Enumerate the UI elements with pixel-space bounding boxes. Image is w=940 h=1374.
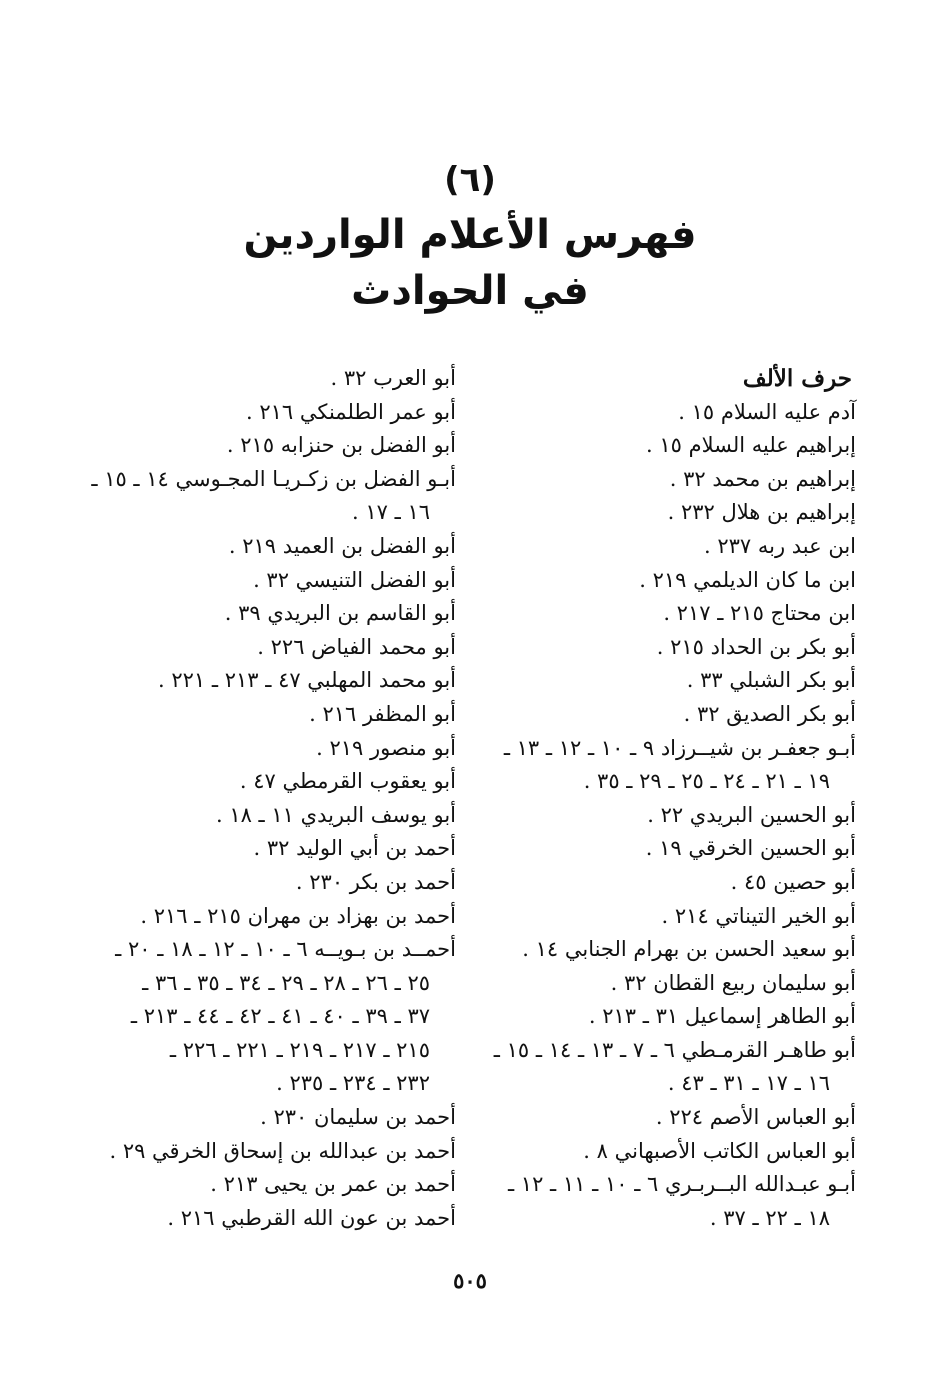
page-number: ٥٠٥	[453, 1268, 487, 1293]
page-subtitle: في الحوادث	[351, 268, 589, 314]
index-entry: أبو الحسين الخرقي ١٩ .	[645, 836, 856, 861]
index-entry: أبو سعيد الحسن بن بهرام الجنابي ١٤ .	[522, 937, 856, 962]
index-entry: أبو محمد الفياض ٢٢٦ .	[257, 634, 456, 659]
index-entry: أحمد بن سليمان ٢٣٠ .	[260, 1105, 456, 1130]
index-entry: أبو الحسين البريدي ٢٢ .	[647, 802, 856, 827]
index-entry: أبو العباس الأصم ٢٢٤ .	[655, 1105, 856, 1130]
index-entry: أبو العباس الكاتب الأصبهاني ٨ .	[583, 1138, 856, 1163]
letter-heading: حرف الألف	[742, 365, 852, 392]
index-entry: أبو حصين ٤٥ .	[730, 869, 856, 894]
index-entry: أبـو جعفـر بن شيــرزاد ٩ ـ ١٠ ـ ١٢ ـ ١٣ ـ	[503, 735, 856, 760]
index-entry: أبو الطاهر إسماعيل ٣١ ـ ٢١٣ .	[588, 1004, 856, 1029]
index-entry: أبـو عبـدالله البــربـري ٦ ـ ١٠ ـ ١١ ـ ١٢ ـ	[507, 1172, 856, 1197]
index-entry: إبراهيم بن محمد ٣٢ .	[669, 466, 856, 491]
index-entry: أبو الفضل بن حنزابه ٢١٥ .	[226, 433, 456, 458]
page-title: فهرس الأعلام الواردين	[243, 212, 697, 258]
index-entry: ابن عبد ربه ٢٣٧ .	[703, 533, 856, 558]
index-entry: أحمد بن عبدالله بن إسحاق الخرقي ٢٩ .	[109, 1138, 456, 1163]
index-entry: أبو بكر بن الحداد ٢١٥ .	[656, 634, 856, 659]
index-entry: أبو الفضل التنيسي ٣٢ .	[253, 567, 456, 592]
index-entry: أبو الفضل بن العميد ٢١٩ .	[228, 533, 456, 558]
index-entry-continuation: ١٦ ـ ١٧ ـ ٣١ ـ ٤٣ .	[667, 1071, 830, 1096]
index-entry-continuation: ١٨ ـ ٢٢ ـ ٣٧ .	[709, 1205, 830, 1230]
section-number: (٦)	[444, 160, 496, 200]
index-entry: أبـو الفضل بن زكـريـا المجـوسي ١٤ ـ ١٥ ـ	[91, 466, 456, 491]
index-entry: أحمد بن عمر بن يحيى ٢١٣ .	[210, 1172, 456, 1197]
index-column-right	[493, 362, 856, 1235]
index-entry: أحمد بن بهزاد بن مهران ٢١٥ ـ ٢١٦ .	[140, 903, 456, 928]
index-entry: أبو محمد المهلبي ٤٧ ـ ٢١٣ ـ ٢٢١ .	[157, 668, 456, 693]
index-entry: أحمــد بن بـويــه ٦ ـ ١٠ ـ ١٢ ـ ١٨ ـ ٢٠ ـ	[115, 937, 456, 962]
index-entry: ابن ما كان الديلمي ٢١٩ .	[639, 567, 856, 592]
index-entry: أبو بكر الصديق ٣٢ .	[683, 701, 856, 726]
index-entry-continuation: ٣٧ ـ ٣٩ ـ ٤٠ ـ ٤١ ـ ٤٢ ـ ٤٤ ـ ٢١٣ ـ	[130, 1004, 430, 1029]
index-entry: أبو يوسف البريدي ١١ ـ ١٨ .	[215, 802, 456, 827]
index-entry: أحمد بن أبي الوليد ٣٢ .	[253, 836, 456, 861]
index-column-left	[91, 362, 456, 1235]
index-entry: أبو سليمان ربيع القطان ٣٢ .	[610, 970, 856, 995]
index-entry: أبو بكر الشبلي ٣٣ .	[686, 668, 856, 693]
index-entry: أحمد بن عون الله القرطبي ٢١٦ .	[167, 1205, 456, 1230]
index-entry-continuation: ١٦ ـ ١٧ .	[352, 500, 430, 525]
index-entry: أبو الخير التيناتي ٢١٤ .	[661, 903, 856, 928]
index-entry-continuation: ٢٥ ـ ٢٦ ـ ٢٨ ـ ٢٩ ـ ٣٤ ـ ٣٥ ـ ٣٦ ـ	[142, 970, 430, 995]
index-entry-continuation: ٢٣٢ ـ ٢٣٤ ـ ٢٣٥ .	[276, 1071, 430, 1096]
index-entry: أبو المظفر ٢١٦ .	[309, 701, 456, 726]
index-entry: إبراهيم عليه السلام ١٥ .	[645, 433, 856, 458]
index-entry: أبو العرب ٣٢ .	[330, 366, 456, 390]
index-entry-continuation: ٢١٥ ـ ٢١٧ ـ ٢١٩ ـ ٢٢١ ـ ٢٢٦ ـ	[169, 1037, 430, 1062]
index-entry: إبراهيم بن هلال ٢٣٢ .	[667, 500, 856, 525]
index-entry: أبو طاهـر القرمـطي ٦ ـ ٧ ـ ١٣ ـ ١٤ ـ ١٥ ـ	[493, 1037, 856, 1062]
index-entry: ابن محتاج ٢١٥ ـ ٢١٧ .	[663, 601, 856, 626]
index-entry: أبو القاسم بن البريدي ٣٩ .	[224, 601, 456, 626]
index-entry: أبو منصور ٢١٩ .	[316, 735, 456, 760]
index-entry: أبو عمر الطلمنكي ٢١٦ .	[245, 399, 456, 424]
index-entry: آدم عليه السلام ١٥ .	[678, 399, 856, 424]
index-entry: أحمد بن بكر ٢٣٠ .	[295, 869, 456, 894]
index-entry: أبو يعقوب القرمطي ٤٧ .	[239, 769, 456, 794]
index-entry-continuation: ١٩ ـ ٢١ ـ ٢٤ ـ ٢٥ ـ ٢٩ ـ ٣٥ .	[583, 769, 830, 794]
